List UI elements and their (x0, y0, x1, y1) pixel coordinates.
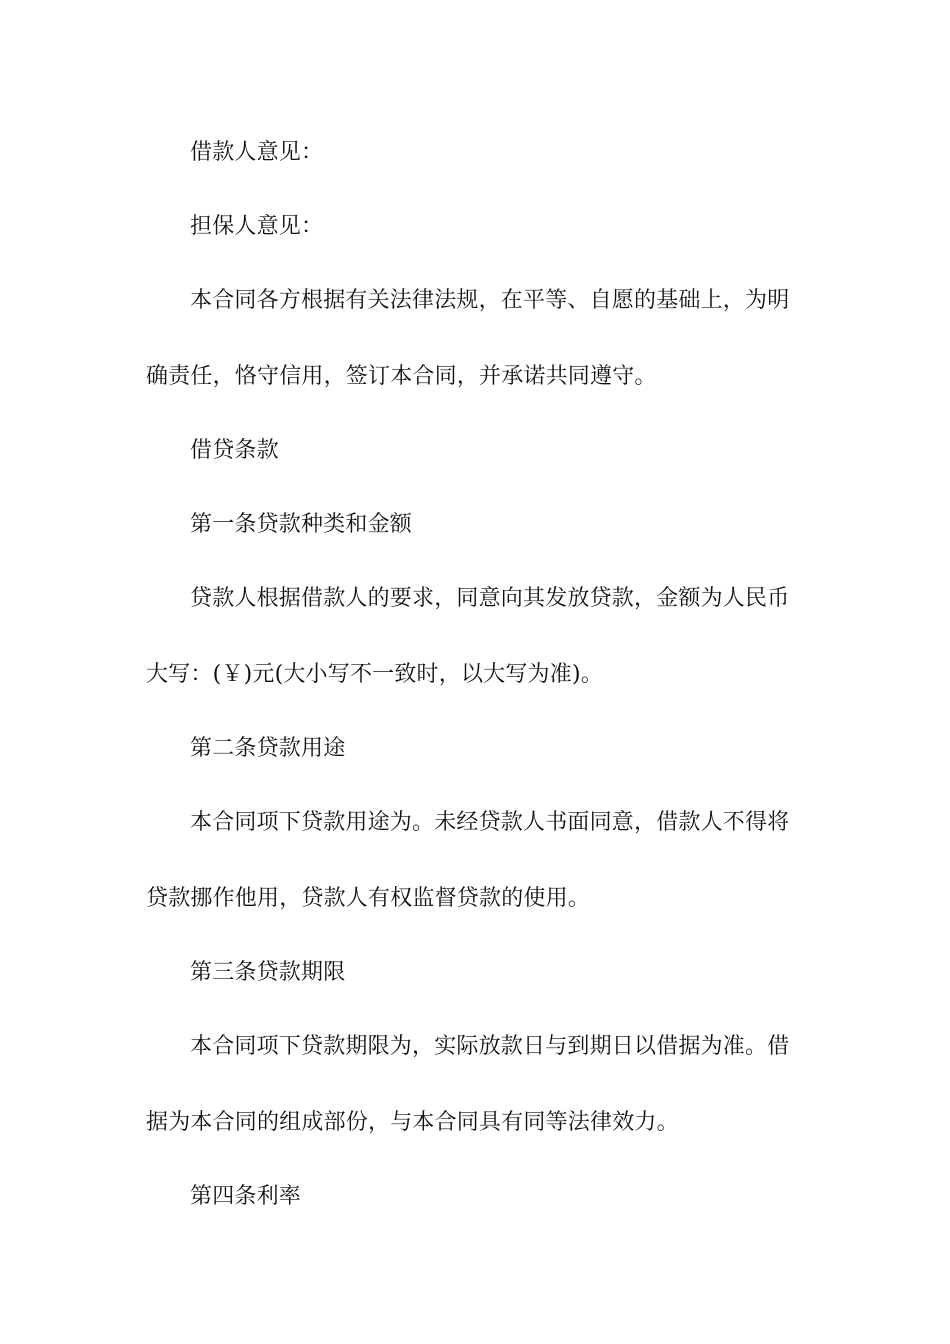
article-1-line-1: 贷款人根据借款人的要求，同意向其发放贷款，金额为人民币 (190, 586, 790, 611)
article-1-line-2: 大写：(￥)元(大小写不一致时，以大写为准)。 (146, 662, 603, 687)
section-heading-loan-terms: 借贷条款 (190, 438, 279, 463)
article-2-line-2: 贷款挪作他用，贷款人有权监督贷款的使用。 (146, 886, 591, 911)
preamble-line-1: 本合同各方根据有关法律法规，在平等、自愿的基础上，为明 (190, 288, 790, 313)
article-3-heading: 第三条贷款期限 (190, 960, 346, 985)
article-3-line-2: 据为本合同的组成部份，与本合同具有同等法律效力。 (146, 1110, 679, 1135)
article-1-heading: 第一条贷款种类和金额 (190, 512, 413, 537)
article-2-line-1: 本合同项下贷款用途为。未经贷款人书面同意，借款人不得将 (190, 810, 790, 835)
article-4-heading: 第四条利率 (190, 1184, 302, 1209)
article-2-heading: 第二条贷款用途 (190, 736, 346, 761)
article-3-line-1: 本合同项下贷款期限为，实际放款日与到期日以借据为准。借 (190, 1034, 790, 1059)
borrower-opinion-label: 借款人意见： (190, 140, 324, 165)
guarantor-opinion-label: 担保人意见： (190, 214, 324, 239)
preamble-line-2: 确责任，恪守信用，签订本合同，并承诺共同遵守。 (146, 364, 657, 389)
